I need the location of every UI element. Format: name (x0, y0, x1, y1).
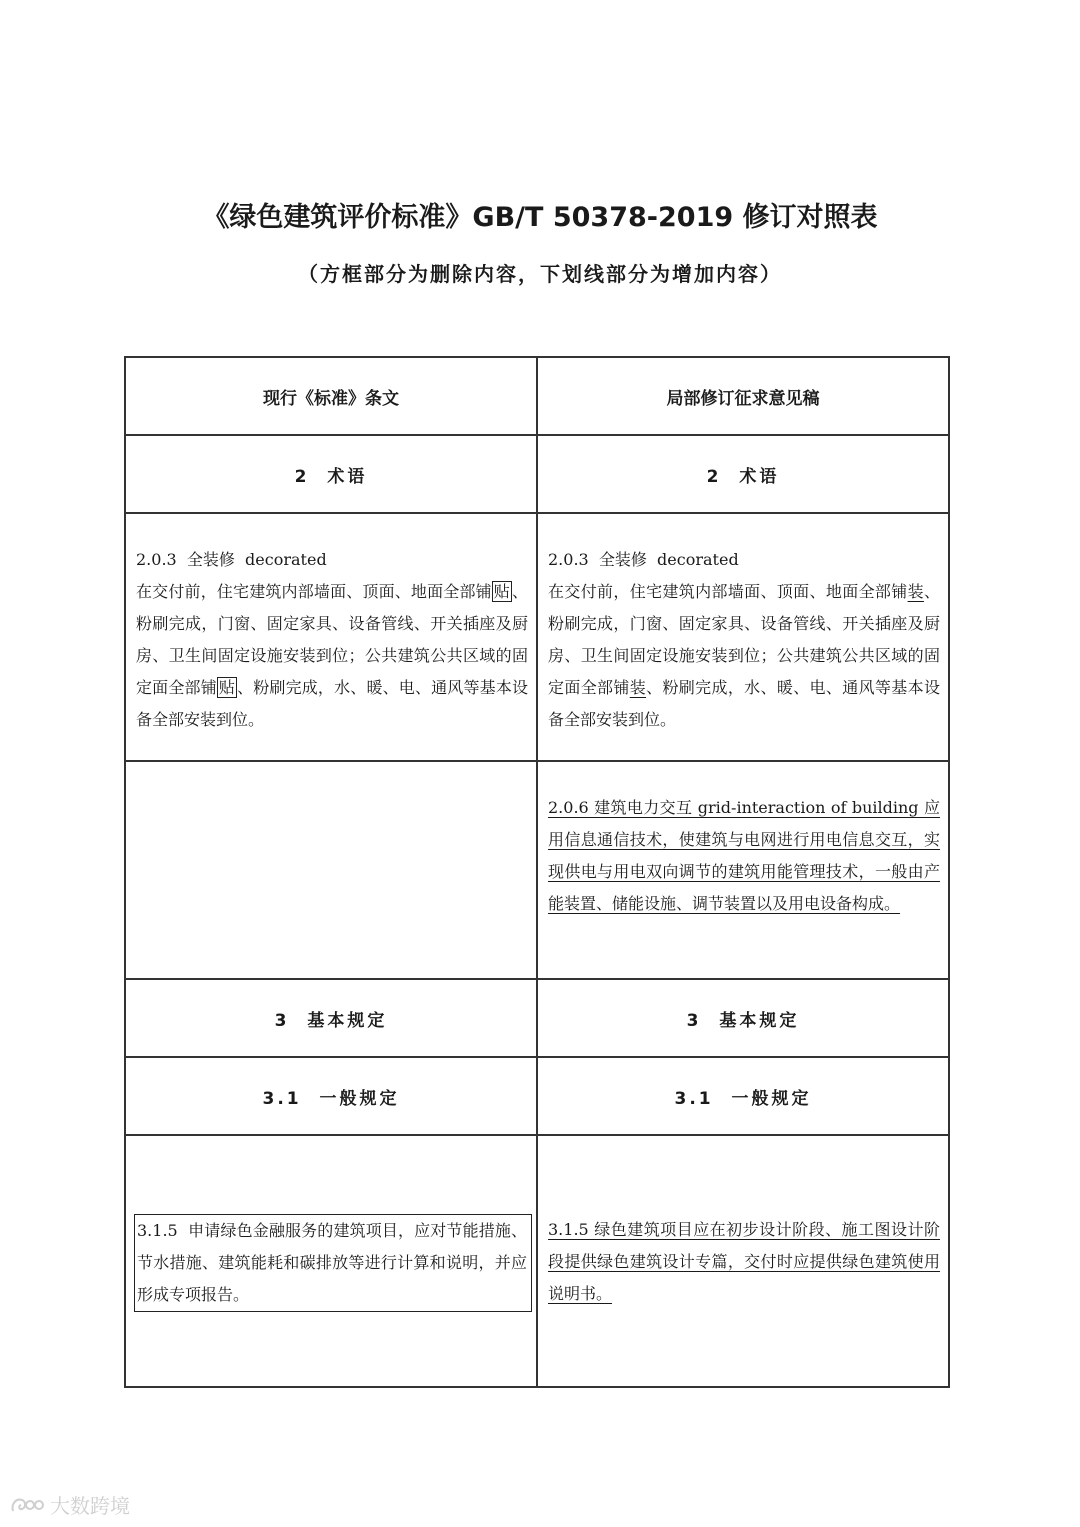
deleted-clause-box: 3.1.5 申请绿色金融服务的建筑项目，应对节能措施、节水措施、建筑能耗和碳排放等进行计算和说明，并应形成专项报告。 (134, 1214, 532, 1312)
clause-2-0-3-draft-part1: 在交付前，住宅建筑内部墙面、顶面、地面全部铺 (548, 582, 908, 601)
clause-2-0-6-draft-text (538, 762, 948, 920)
document-title: 《绿色建筑评价标准》GB/T 50378-2019 修订对照表 (202, 202, 878, 233)
clause-3-1-5-draft (537, 1135, 949, 1387)
clause-3-1-5-row (125, 1135, 949, 1387)
section-3-1-draft: 3.1 一般规定 (537, 1057, 949, 1135)
deleted-char-box: 贴 (218, 678, 236, 697)
clause-2-0-3-draft-text (538, 514, 948, 736)
chapter-2-current: 2 术语 (125, 435, 537, 513)
clause-2-0-3-row (125, 513, 949, 761)
clause-2-0-3-current-part2: 、粉刷完成，门窗、固定家具、设备管线、开关插座及厨房、卫生间固定设施安装到位；公共建筑公共区域的固定面全部铺 (136, 582, 528, 697)
section-3-1-row (125, 1057, 949, 1135)
header-current-standard: 现行《标准》条文 (125, 357, 537, 435)
watermark-text: 大数跨境 (50, 1494, 130, 1518)
section-3-1-current: 3.1 一般规定 (125, 1057, 537, 1135)
chapter-2-row (125, 435, 949, 513)
brand-logo-icon (10, 1494, 44, 1516)
chapter-2-draft: 2 术语 (537, 435, 949, 513)
inserted-char: 装 (629, 678, 647, 697)
clause-2-0-3-draft-heading: 2.0.3 全装修 decorated (548, 550, 739, 569)
table-header-row (125, 357, 949, 435)
document-subtitle: （方框部分为删除内容，下划线部分为增加内容） (298, 262, 782, 286)
clause-2-0-3-current-part3: 、粉刷完成，水、暖、电、通风等基本设备全部安装到位。 (136, 678, 528, 729)
clause-2-0-3-current-text (126, 514, 536, 736)
clause-2-0-6-draft (537, 761, 949, 979)
header-revision-draft: 局部修订征求意见稿 (537, 357, 949, 435)
clause-2-0-3-draft-part2: 、粉刷完成，门窗、固定家具、设备管线、开关插座及厨房、卫生间固定设施安装到位；公共建筑公共区域的固定面全部铺 (548, 582, 940, 697)
clause-2-0-6-row (125, 761, 949, 979)
inserted-char: 装 (907, 582, 924, 601)
clause-3-1-5-current (125, 1135, 537, 1387)
clause-2-0-3-draft-part3: 、粉刷完成，水、暖、电、通风等基本设备全部安装到位。 (548, 678, 940, 729)
chapter-3-row (125, 979, 949, 1057)
watermark (10, 1490, 130, 1519)
clause-2-0-6-current (125, 761, 537, 979)
chapter-3-current: 3 基本规定 (125, 979, 537, 1057)
chapter-3-draft: 3 基本规定 (537, 979, 949, 1057)
clause-2-0-3-draft (537, 513, 949, 761)
clause-3-1-5-inserted-text: 3.1.5 绿色建筑项目应在初步设计阶段、施工图设计阶段提供绿色建筑设计专篇，交付时应提供绿色建筑使用说明书。 (548, 1220, 940, 1303)
clause-3-1-5-draft-text (538, 1136, 948, 1310)
clause-2-0-3-current-heading: 2.0.3 全装修 decorated (136, 550, 327, 569)
deleted-char-box: 贴 (493, 582, 510, 601)
clause-3-1-5-current-text (126, 1136, 536, 1312)
comparison-table (124, 356, 950, 1388)
clause-2-0-3-current-part1: 在交付前，住宅建筑内部墙面、顶面、地面全部铺 (136, 582, 492, 601)
clause-2-0-3-current (125, 513, 537, 761)
clause-2-0-6-inserted-text: 2.0.6 建筑电力交互 grid-interaction of building 应用信息通信技术，使建筑与电网进行用电信息交互，实现供电与用电双向调节的建筑用能管理技术，一般由产能装置、储能设施、调节装置以及用电设备构成。 (548, 798, 940, 913)
